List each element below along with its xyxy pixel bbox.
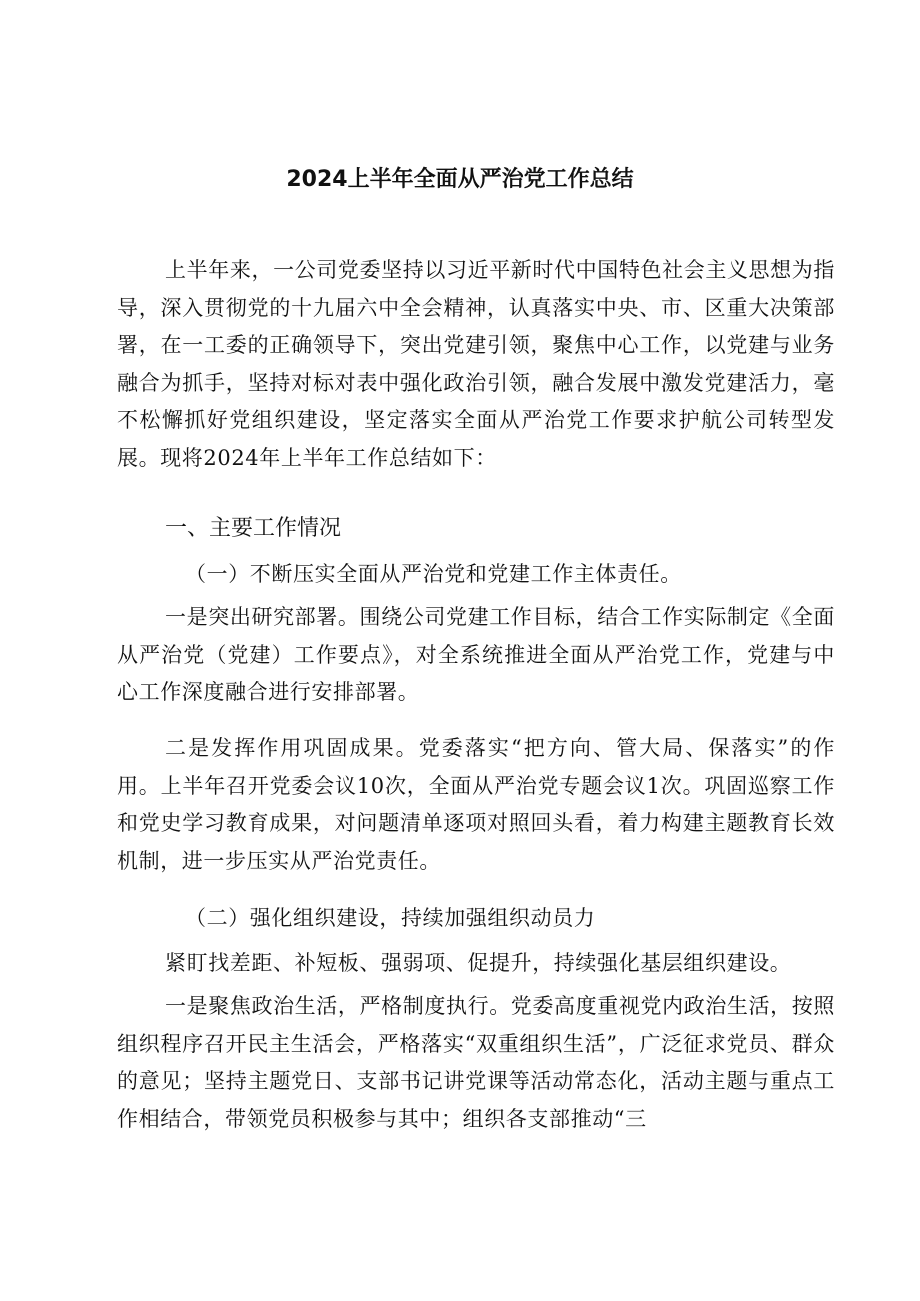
subsection-heading-responsibility: （一）不断压实全面从严治党和党建工作主体责任。 [185, 562, 682, 586]
section-heading-main-work: 一、主要工作情况 [165, 516, 342, 541]
paragraph-political-life: 一是聚焦政治生活，严格制度执行。党委高度重视党内政治生活，按照组织程序召开民主生活会，严格落实“双重组织生活”，广泛征求党员、群众的意见；坚持主题党日、支部书记讲党课等活动常态化，活动主题与重点工作相结合，带领党员积极参与其中；组织各支部推动“三 [117, 994, 835, 1131]
intro-paragraph: 上半年来，一公司党委坚持以习近平新时代中国特色社会主义思想为指导，深入贯彻党的十九届六中全会精神，认真落实中央、市、区重大决策部署，在一工委的正确领导下，突出党建引领，聚焦中心工作，以党建与业务融合为抓手，坚持对标对表中强化政治引领，融合发展中激发党建活力，毫不松懈抓好党组织建设，坚定落实全面从严治党工作要求护航公司转型发展。现将2024年上半年工作总结如下： [117, 258, 835, 470]
paragraph-research-deployment: 一是突出研究部署。围绕公司党建工作目标，结合工作实际制定《全面从严治党（党建）工作要点》，对全系统推进全面从严治党工作，党建与中心工作深度融合进行安排部署。 [117, 605, 835, 705]
subsection-heading-organization: （二）强化组织建设，持续加强组织动员力 [185, 906, 596, 930]
paragraph-organization-intro: 紧盯找差距、补短板、强弱项、促提升，持续强化基层组织建设。 [165, 951, 792, 975]
paragraph-consolidate-results: 二是发挥作用巩固成果。党委落实“把方向、管大局、保落实”的作用。上半年召开党委会议10次，全面从严治党专题会议1次。巩固巡察工作和党史学习教育成果，对问题清单逐项对照回头看，着力构建主题教育长效机制，进一步压实从严治党责任。 [117, 736, 836, 873]
document-title: 2024上半年全面从严治党工作总结 [286, 167, 634, 192]
